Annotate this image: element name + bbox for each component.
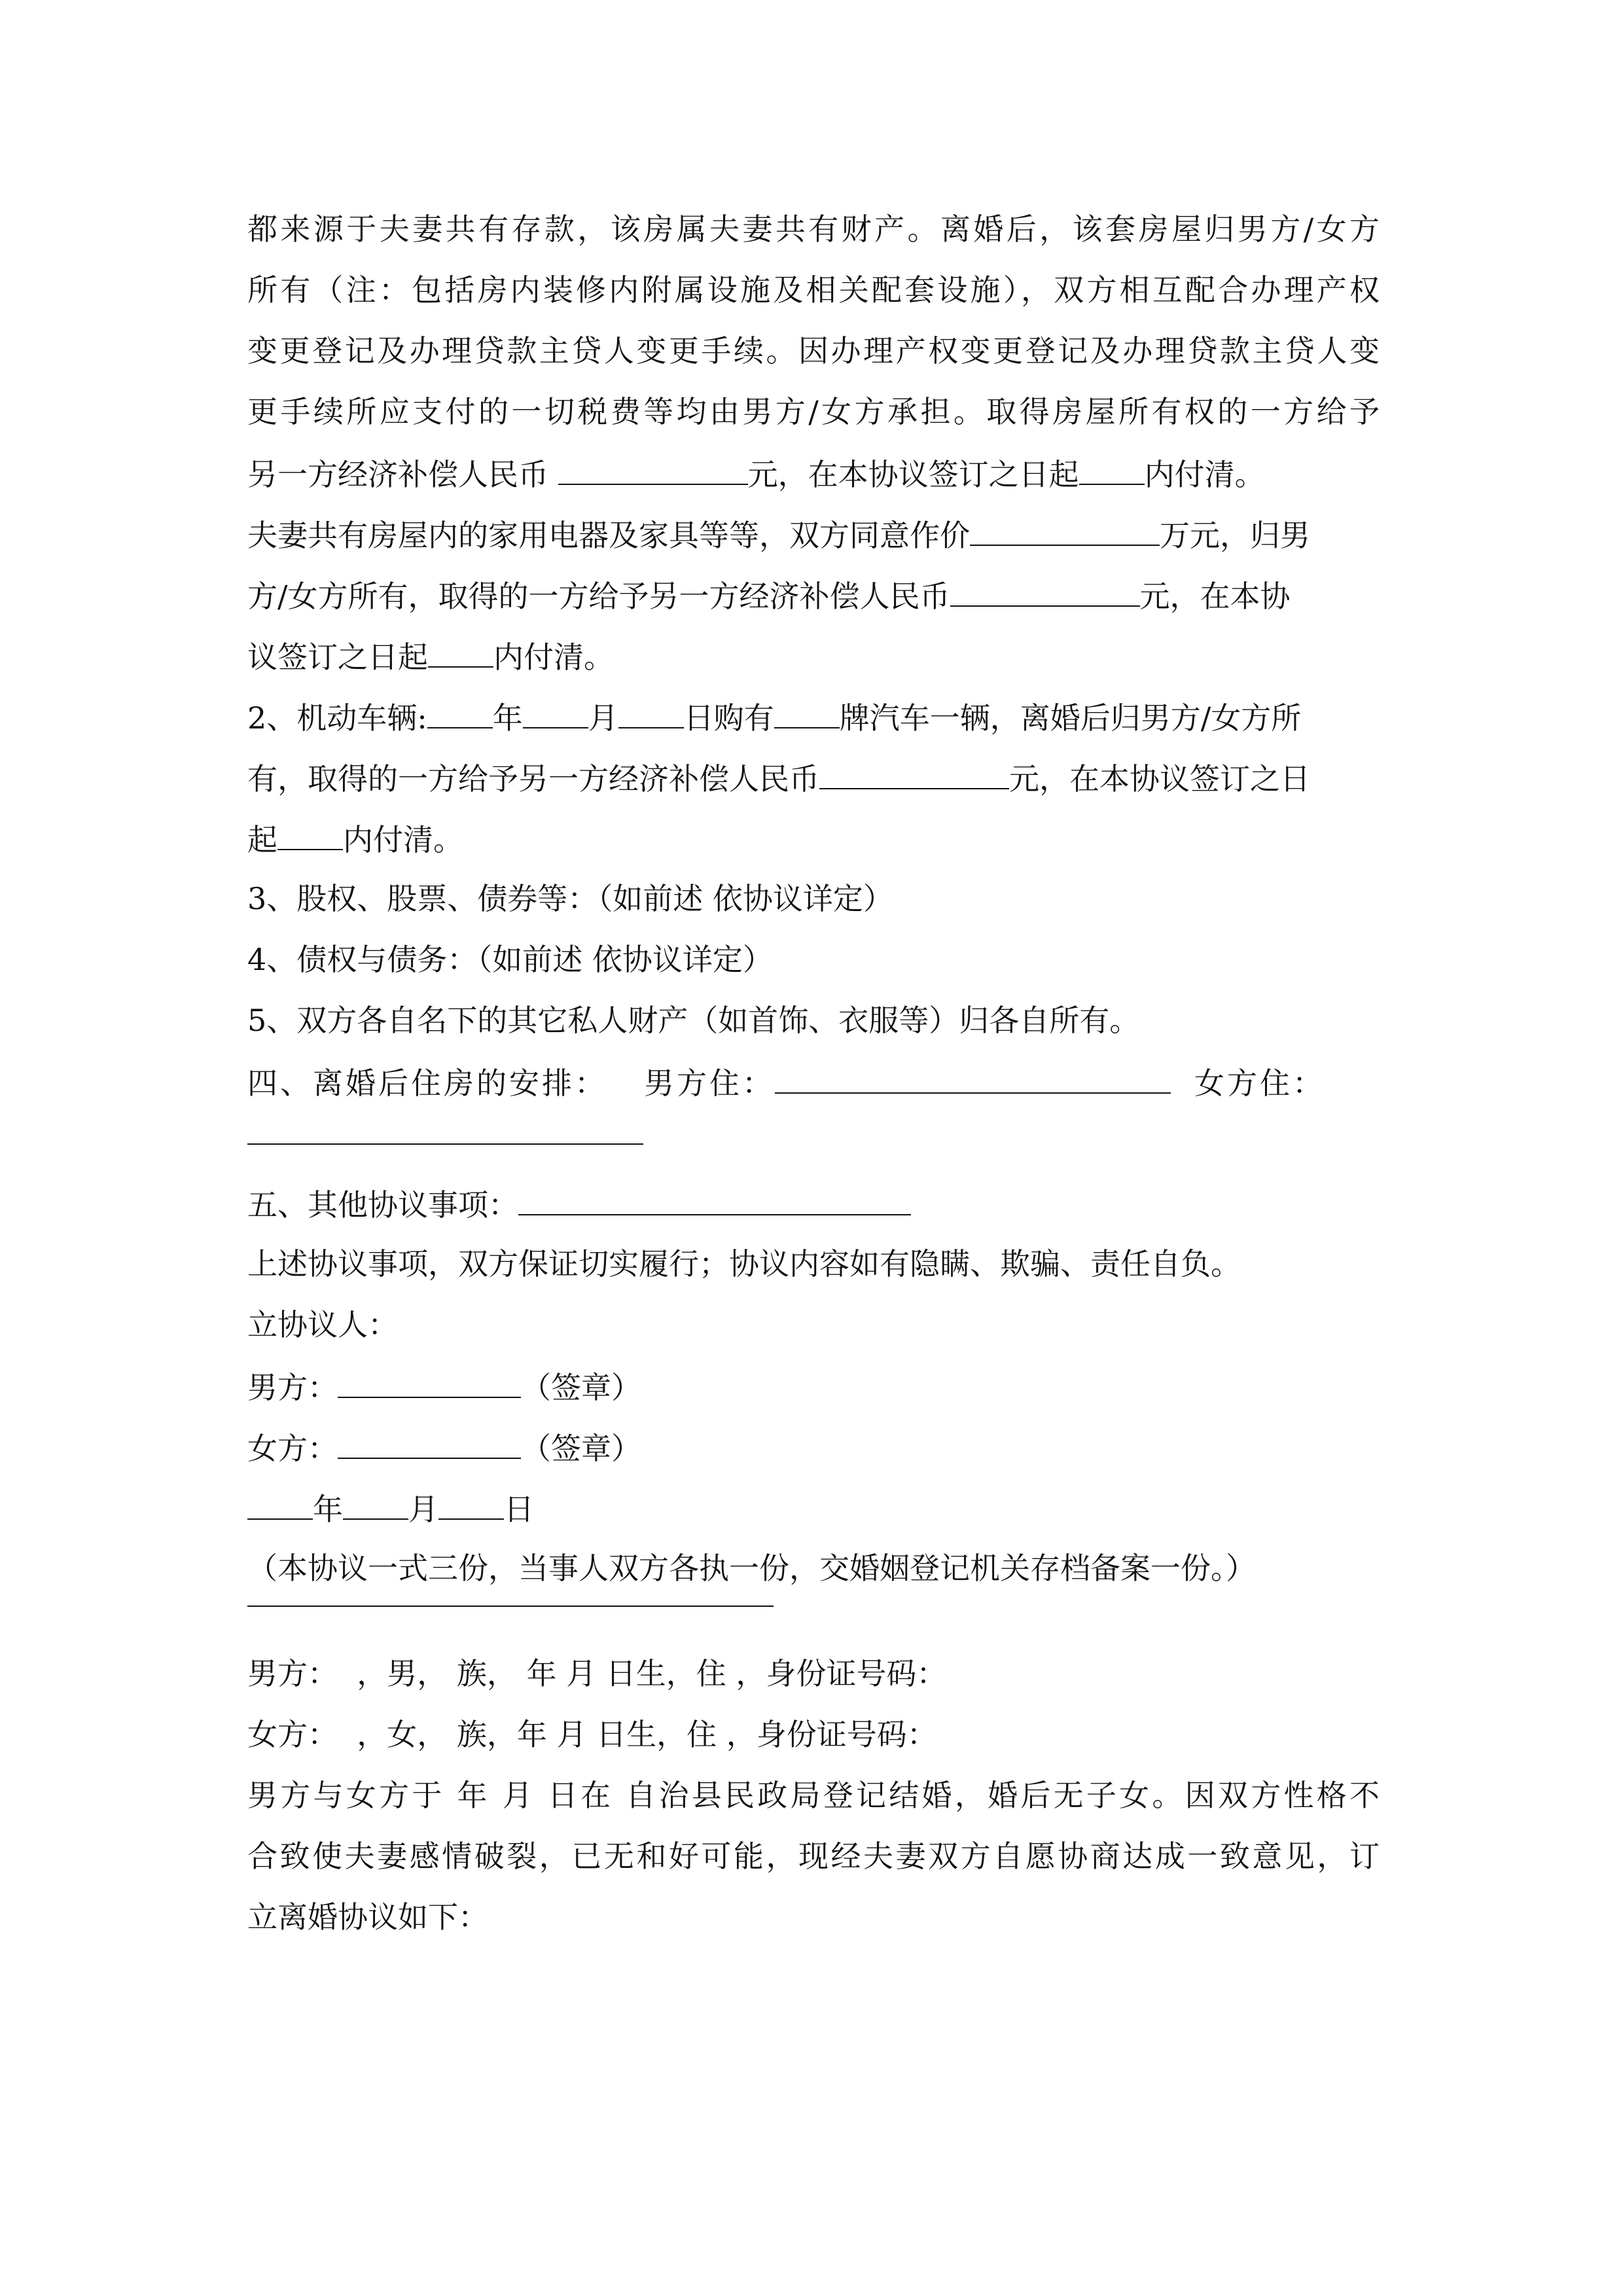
- vehicle-text-5: 内付清。: [343, 822, 463, 857]
- date-year-text: 年: [313, 1492, 343, 1527]
- male-residence-label: 男方住：: [644, 1066, 775, 1101]
- item-3-stocks: 3、股权、股票、债券等：（如前述 依协议详定）: [247, 881, 893, 916]
- vehicle-compensation-blank: [819, 758, 1009, 789]
- other-matters-label: 五、其他协议事项：: [247, 1187, 518, 1223]
- furniture-term-blank: [428, 636, 493, 668]
- male-signature-line: [247, 1367, 641, 1405]
- compensation-text-3: 内付清。: [1144, 457, 1265, 492]
- vehicle-term-blank: [277, 819, 343, 850]
- copies-note: （本协议一式三份，当事人双方各执一份，交婚姻登记机关存档备案一份。）: [247, 1551, 1256, 1586]
- female-residence-label: 女方住：: [1194, 1066, 1325, 1101]
- item-4-debts: 4、债权与债务：（如前述 依协议详定）: [247, 942, 773, 977]
- property-paragraph-line-1: 都来源于夫妻共有存款，该房属夫妻共有财产。离婚后，该套房屋归男方/女方: [247, 211, 1380, 247]
- vehicle-year-blank: [427, 697, 493, 728]
- furniture-text-5: 议签订之日起: [247, 639, 428, 675]
- male-sign-label: 男方：: [247, 1370, 338, 1405]
- furniture-text-4: 元，在本协: [1139, 579, 1291, 614]
- vehicle-month-blank: [523, 697, 588, 728]
- furniture-line-1: [247, 514, 1310, 552]
- compensation-text-2: 元，在本协议签订之日起: [747, 457, 1079, 492]
- vehicle-line-3: [247, 819, 463, 857]
- property-paragraph-line-2: 所有（注：包括房内装修内附属设施及相关配套设施），双方相互配合办理产权: [247, 272, 1380, 308]
- male-seal-text: （签章）: [521, 1370, 641, 1405]
- vehicle-day-blank: [618, 697, 684, 728]
- other-matters-line: [247, 1184, 911, 1222]
- vehicle-text-4: 起: [247, 822, 277, 857]
- male-residence-blank: [775, 1062, 1171, 1094]
- vehicle-line-1: [247, 697, 1301, 735]
- vehicle-line-2: [247, 758, 1310, 796]
- date-day-text: 日: [504, 1492, 534, 1527]
- vehicle-label: 2、机动车辆:: [247, 700, 427, 736]
- intro-line-3: 立离婚协议如下：: [247, 1899, 488, 1935]
- year-text: 年: [492, 700, 523, 736]
- property-paragraph-line-3: 变更登记及办理贷款主贷人变更手续。因办理产权变更登记及办理贷款主贷人变: [247, 333, 1380, 368]
- valuation-blank: [970, 514, 1160, 546]
- female-signature-blank: [338, 1427, 521, 1459]
- compensation-amount-blank: [558, 454, 748, 485]
- compensation-text: 另一方经济补偿人民币: [247, 457, 558, 492]
- section-divider: [247, 1605, 774, 1607]
- furniture-text-3: 方/女方所有，取得的一方给予另一方经济补偿人民币: [247, 579, 950, 614]
- month-text: 月: [588, 700, 618, 736]
- item-5-personal-property: 5、双方各自名下的其它私人财产（如首饰、衣服等）归各自所有。: [247, 1003, 1140, 1038]
- property-paragraph-line-5: [247, 454, 1265, 492]
- housing-label: 四、离婚后住房的安排：: [247, 1066, 607, 1101]
- female-info: 女方： ，女， 族，年 月 日生，住 ，身份证号码：: [247, 1717, 937, 1752]
- other-matters-blank: [518, 1184, 911, 1215]
- furniture-line-3: [247, 636, 614, 674]
- intro-line-1: 男方与女方于 年 月 日在 自治县民政局登记结婚，婚后无子女。因双方性格不: [247, 1778, 1380, 1813]
- date-line: [247, 1488, 534, 1526]
- female-signature-line: [247, 1427, 641, 1465]
- male-signature-blank: [338, 1367, 521, 1398]
- housing-line: [247, 1062, 1325, 1100]
- female-sign-label: 女方：: [247, 1431, 338, 1466]
- payment-term-blank: [1079, 454, 1145, 485]
- date-month-blank: [343, 1488, 408, 1520]
- date-year-blank: [247, 1488, 313, 1520]
- furniture-text-2: 万元，归男: [1160, 518, 1310, 553]
- date-day-blank: [438, 1488, 504, 1520]
- vehicle-brand-blank: [774, 697, 840, 728]
- male-info: 男方： ，男， 族， 年 月 日生，住 ，身份证号码：: [247, 1656, 947, 1691]
- guarantee-text: 上述协议事项，双方保证切实履行；协议内容如有隐瞒、欺骗、责任自负。: [247, 1246, 1241, 1282]
- female-seal-text: （签章）: [521, 1431, 641, 1466]
- date-month-text: 月: [408, 1492, 438, 1527]
- vehicle-text-2: 有，取得的一方给予另一方经济补偿人民币: [247, 761, 819, 797]
- furniture-line-2: [247, 575, 1291, 613]
- intro-line-2: 合致使夫妻感情破裂，已无和好可能，现经夫妻双方自愿协商达成一致意见，订: [247, 1839, 1380, 1874]
- furniture-text-6: 内付清。: [493, 639, 614, 675]
- vehicle-text-3: 元，在本协议签订之日: [1009, 761, 1310, 797]
- female-residence-blank: [247, 1143, 643, 1145]
- furniture-text: 夫妻共有房屋内的家用电器及家具等等，双方同意作价: [247, 518, 970, 553]
- signers-label: 立协议人：: [247, 1307, 398, 1342]
- purchase-text: 日购有: [683, 700, 774, 736]
- property-paragraph-line-4: 更手续所应支付的一切税费等均由男方/女方承担。取得房屋所有权的一方给予: [247, 394, 1380, 429]
- furniture-compensation-blank: [950, 575, 1140, 607]
- vehicle-text: 牌汽车一辆，离婚后归男方/女方所: [839, 700, 1302, 736]
